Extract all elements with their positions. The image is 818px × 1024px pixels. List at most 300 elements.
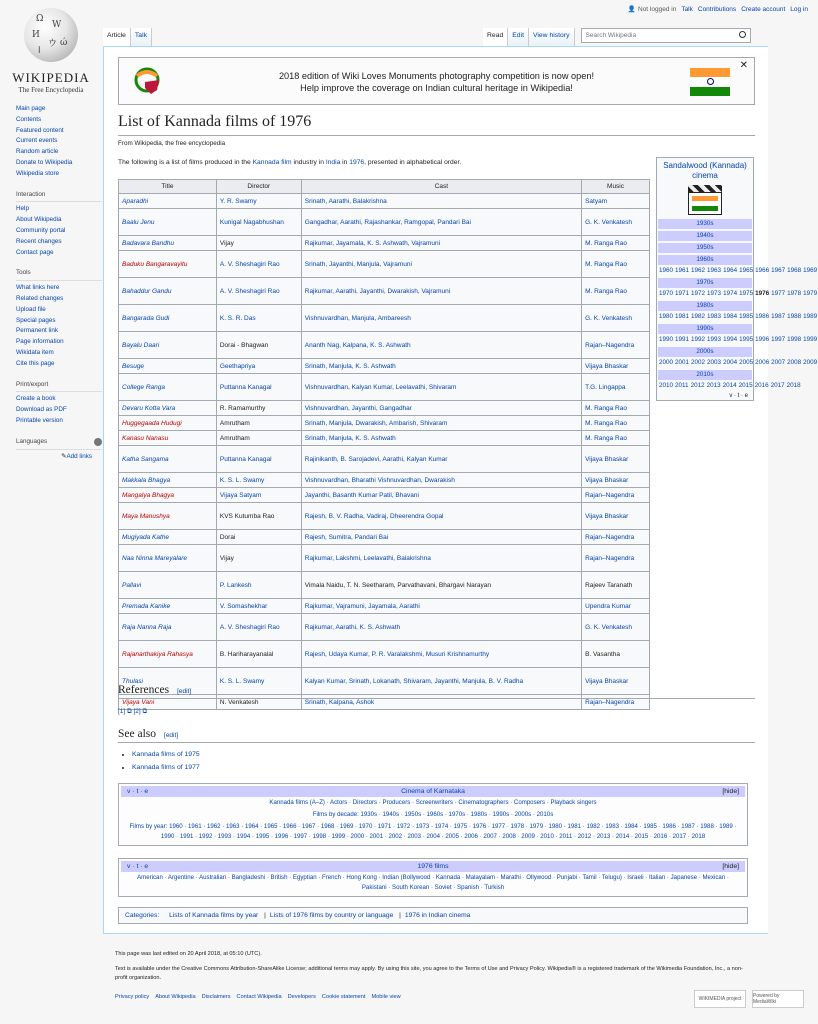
hide-button[interactable]: [hide] (722, 788, 739, 795)
pencil-icon: ✎ (61, 452, 67, 460)
music-cell[interactable]: T.G. Lingappa (582, 374, 650, 401)
table-row (119, 236, 650, 251)
music-cell[interactable]: Upendra Kumar (582, 599, 650, 614)
cast-cell[interactable]: Srinath, Manjula, Dwarakish, Ambarish, Shivaram (301, 416, 581, 431)
wikimedia-badge[interactable]: WIKIMEDIA project (694, 990, 746, 1008)
navbox-title-bar (121, 861, 745, 872)
film-title-cell (119, 431, 217, 446)
year-link[interactable]: 1994 (723, 336, 738, 343)
table-row (119, 446, 650, 473)
year-link[interactable]: 1998 (787, 336, 802, 343)
music-cell[interactable]: M. Ranga Rao (582, 401, 650, 416)
music-cell[interactable]: Vijaya Bhaskar (582, 668, 650, 695)
year-link[interactable]: 1960 (659, 267, 674, 274)
talk-link[interactable]: Talk (681, 6, 693, 13)
film-title-link[interactable]: Devaru Kotta Vara (122, 404, 176, 412)
director-cell: Kunigal Nagabhushan (216, 209, 301, 236)
director-cell: Amrutham (216, 416, 301, 431)
year-link[interactable]: 1979 (803, 290, 818, 297)
decade-header[interactable]: 1980s (658, 301, 752, 311)
tab-edit[interactable]: Edit (508, 28, 529, 46)
film-title-cell (119, 488, 217, 503)
music-cell[interactable]: G. K. Venkatesh (582, 614, 650, 641)
film-title-cell (119, 446, 217, 473)
cast-cell[interactable]: Vishnuvardhan, Manjula, Ambareesh (301, 305, 581, 332)
cast-cell[interactable]: Rajinikanth, B. Sarojadevi, Aarathi, Kalyan Kumar (301, 446, 581, 473)
year-link[interactable]: 1988 (787, 313, 802, 320)
year-link[interactable]: 1971 (675, 290, 690, 297)
music-cell[interactable]: G. K. Venkatesh (582, 209, 650, 236)
year-link[interactable]: 1985 (739, 313, 754, 320)
music-cell[interactable]: Vijaya Bhaskar (582, 359, 650, 374)
film-title-link[interactable]: Naa Ninna Mareyalare (122, 554, 188, 562)
decade-header[interactable]: 1930s (658, 219, 752, 229)
globe-icon: Ω W И ウ ώ ا (24, 8, 78, 62)
cast-cell[interactable]: Vishnuvardhan, Jayanthi, Gangadhar (301, 401, 581, 416)
category-link[interactable]: 1976 in Indian cinema (404, 912, 471, 919)
footer-link[interactable]: Privacy policy (115, 994, 150, 1000)
films-table (118, 179, 650, 710)
kannada-film-link[interactable]: Kannada film (252, 159, 292, 166)
year-link[interactable]: 1980 (659, 313, 674, 320)
film-title-link[interactable]: Aparadhi (122, 197, 149, 205)
director-cell: K. S. L. Swamy (216, 473, 301, 488)
decade-header[interactable]: 1940s (658, 231, 752, 241)
column-header[interactable]: Music (582, 180, 650, 194)
login-link[interactable]: Log in (790, 6, 808, 13)
column-header[interactable]: Director (216, 180, 301, 194)
categories-label[interactable]: Categories: (125, 912, 160, 919)
vte-links[interactable]: v · t · e (729, 393, 748, 399)
director-cell: Geethapriya (216, 359, 301, 374)
cast-cell[interactable]: Rajkumar, Aarathi, K. S. Ashwath (301, 614, 581, 641)
hide-button[interactable]: [hide] (722, 863, 739, 870)
sidebar-item-cite-this-page[interactable]: Cite this page (16, 359, 55, 367)
year-link[interactable]: 1969 (803, 267, 818, 274)
table-row (119, 209, 650, 236)
footer (115, 950, 755, 1002)
search-input[interactable]: Search Wikipedia (581, 28, 751, 43)
director-cell: P. Lankesh (216, 572, 301, 599)
table-row (119, 278, 650, 305)
add-links[interactable]: ✎Add links (61, 452, 92, 460)
decade-header[interactable]: 1990s (658, 324, 752, 334)
footer-badges (694, 990, 804, 1008)
music-cell[interactable]: Vijaya Bhaskar (582, 503, 650, 530)
navbox-row[interactable]: Films by year: 1960 · 1961 · 1962 · 1963 · 1964 · 1965 · 1966 · 1967 · 1968 · 1969 · 1970 · 1971 · 1972 · 1973 · 1974 · 1975 · 1976 · 1977 · 1978 · 1979 · 1980 · 1981 · 1982 · 1983 · 1984 · 1985 · 1986 · 1987 · 1988 · 1989 · 1990 · 1991 · 1992 · 1993 · 1994 · 1995 · 1996 · 1997 · 1998 · 1999 · 2000 · 2001 · 2002 · 2003 · 2004 · 2005 · 2006 · 2007 · 2008 · 2009 · 2010 · 2011 · 2012 · 2013 · 2014 · 2015 · 2016 · 2017 · 2018 (129, 823, 737, 840)
year-link[interactable]: 1989 (803, 313, 818, 320)
year-link[interactable]: 1990 (659, 336, 674, 343)
music-cell[interactable]: M. Ranga Rao (582, 416, 650, 431)
film-title-link[interactable]: Katha Sangama (122, 455, 169, 463)
year-link[interactable]: 1961 (675, 267, 690, 274)
cinema-of-karnataka-navbox (118, 783, 748, 846)
banner-line-1: 2018 edition of Wiki Loves Monuments photography competition is now open! (278, 71, 595, 81)
content (103, 46, 818, 934)
year-link[interactable]: 1997 (771, 336, 786, 343)
sidebar-item-contact-page[interactable]: Contact page (16, 248, 54, 256)
table-row (119, 374, 650, 401)
director-cell: Vijay (216, 236, 301, 251)
decade-header[interactable]: 2010s (658, 370, 752, 380)
decade-header[interactable]: 1970s (658, 278, 752, 288)
cast-cell[interactable]: Rajesh, Sumitra, Pandari Bai (301, 530, 581, 545)
year-link[interactable]: 2006 (755, 359, 770, 366)
year-list (658, 334, 818, 345)
year-link[interactable]: 1999 (803, 336, 818, 343)
table-row (119, 503, 650, 530)
music-cell[interactable]: Rajan–Nagendra (582, 530, 650, 545)
cast-cell[interactable]: Rajesh, Udaya Kumar, P. R. Varalakshmi, Musuri Krishnamurthy (301, 641, 581, 668)
music-cell[interactable]: Rajan–Nagendra (582, 545, 650, 572)
cast-cell[interactable]: Srinath, Manjula, K. S. Ashwath (301, 359, 581, 374)
music-cell[interactable]: Rajan–Nagendra (582, 332, 650, 359)
sidebar-item-featured-content[interactable]: Featured content (16, 126, 64, 134)
film-title-cell (119, 359, 217, 374)
sidebar-item-create-a-book[interactable]: Create a book (16, 395, 56, 403)
sidebar-item-printable-version[interactable]: Printable version (16, 416, 63, 424)
year-link[interactable]: 1976 (755, 290, 770, 297)
year-link[interactable]: 1987 (771, 313, 786, 320)
year-link[interactable]: 2002 (691, 359, 706, 366)
navbox-row[interactable]: Films by decade: 1930s · 1940s · 1950s · 1960s · 1970s · 1980s · 1990s · 2000s · 2010s (312, 811, 554, 818)
edit-see-also-link[interactable]: [edit] (164, 732, 179, 739)
tab-article[interactable]: Article (103, 28, 131, 46)
navbox-title-link[interactable]: 1976 films (417, 863, 449, 870)
year-link[interactable]: 1965 (739, 267, 754, 274)
director-cell: Vijay (216, 545, 301, 572)
table-row (119, 473, 650, 488)
film-title-link[interactable]: Bahaddur Gandu (122, 287, 172, 295)
sidebar-item-community-portal[interactable]: Community portal (16, 226, 66, 234)
music-cell[interactable]: B. Vasantha (582, 641, 650, 668)
close-icon[interactable]: ✕ (739, 60, 748, 71)
sidebar-item-recent-changes[interactable]: Recent changes (16, 237, 62, 245)
year-link[interactable]: 1993 (707, 336, 722, 343)
cast-cell[interactable]: Srinath, Manjula, K. S. Ashwath (301, 431, 581, 446)
film-title-link[interactable]: Bangarada Gudi (122, 314, 170, 322)
year-link[interactable]: 2013 (706, 382, 721, 389)
category-link[interactable]: Lists of 1976 films by country or language (269, 912, 394, 919)
director-cell: Amrutham (216, 431, 301, 446)
year-list (658, 288, 818, 299)
edit-references-link[interactable]: [edit] (177, 688, 192, 695)
see-also-list (132, 748, 200, 774)
footer-link[interactable]: Contact Wikipedia (236, 994, 282, 1000)
year-link[interactable]: 2001 (675, 359, 690, 366)
view-tabs (483, 28, 751, 46)
year-link[interactable]: 1962 (691, 267, 706, 274)
table-row (119, 614, 650, 641)
year-link[interactable]: 2004 (723, 359, 738, 366)
film-title-cell (119, 545, 217, 572)
film-title-cell (119, 332, 217, 359)
year-link[interactable]: 1974 (723, 290, 738, 297)
footer-link[interactable]: About Wikipedia (155, 994, 196, 1000)
last-edited: This page was last edited on 20 April 2018, at 05:10 (UTC). (115, 951, 262, 957)
film-title-link[interactable]: Huggegaada Hudugi (122, 419, 182, 427)
sidebar-item-about-wikipedia[interactable]: About Wikipedia (16, 216, 62, 224)
column-header[interactable]: Title (119, 180, 217, 194)
central-notice-banner (118, 57, 755, 105)
film-title-link[interactable]: Bayalu Daari (122, 341, 160, 349)
director-cell: B. Hariharayanalal (216, 641, 301, 668)
film-title-cell (119, 416, 217, 431)
year-link[interactable]: 1964 (723, 267, 738, 274)
year-link[interactable]: 2008 (787, 359, 802, 366)
music-cell[interactable]: Rajeev Taranath (582, 572, 650, 599)
year-link[interactable]: 1991 (675, 336, 690, 343)
director-cell: Dorai (216, 530, 301, 545)
music-cell[interactable]: G. K. Venkatesh (582, 305, 650, 332)
director-cell: A. V. Sheshagiri Rao (216, 614, 301, 641)
list-item[interactable]: • Kannada films of 1977 (132, 761, 200, 774)
year-link[interactable]: 2010 (659, 382, 674, 389)
music-cell[interactable]: Vijaya Bhaskar (582, 473, 650, 488)
vte-links[interactable]: v · t · e (127, 788, 149, 795)
film-title-link[interactable]: Premada Kanike (122, 602, 171, 610)
sidebar-item-related-changes[interactable]: Related changes (16, 294, 64, 302)
column-header[interactable]: Cast (301, 180, 581, 194)
year-link[interactable]: 1986 (755, 313, 770, 320)
decade-header[interactable]: 2000s (658, 347, 752, 357)
year-link[interactable]: 2012 (690, 382, 705, 389)
footer-link[interactable]: Mobile view (371, 994, 401, 1000)
references-list[interactable]: [1] ⧉ [2] ⧉ (118, 708, 148, 715)
year-list (658, 265, 818, 276)
year-link[interactable]: 2009 (803, 359, 818, 366)
cast-cell[interactable]: Vishnuvardhan, Kalyan Kumar, Leelavathi, Shivaram (301, 374, 581, 401)
cast-cell[interactable]: Rajkumar, Lakshmi, Leelavathi, Balakrishna (301, 545, 581, 572)
tagline: The Free Encyclopedia (18, 86, 84, 94)
search-icon[interactable] (739, 31, 746, 38)
table-row (119, 194, 650, 209)
director-cell: K. S. R. Das (216, 305, 301, 332)
cast-cell[interactable]: Srinath, Jayanthi, Manjula, Vajramuni (301, 251, 581, 278)
music-cell[interactable]: Satyam (582, 194, 650, 209)
director-cell: Vijaya Satyam (216, 488, 301, 503)
footer-link[interactable]: Disclaimers (201, 994, 231, 1000)
navbox-title-link[interactable]: Cinema of Karnataka (401, 788, 465, 795)
wordmark: WIKIPEDIA (12, 70, 90, 85)
year-link[interactable]: 2011 (675, 382, 689, 389)
sidebar-item-wikipedia-store[interactable]: Wikipedia store (16, 169, 60, 177)
cast-cell[interactable]: Srinath, Kalpana, Ashok (301, 695, 581, 710)
personal-tools (623, 5, 808, 13)
footer-link[interactable]: Cookie statement (321, 994, 366, 1000)
director-cell: Y. R. Swamy (216, 194, 301, 209)
sidebar-heading-languages: Languages (16, 437, 102, 450)
decade-header[interactable]: 1960s (658, 255, 752, 265)
year-link[interactable]: 2005 (739, 359, 754, 366)
decade-header[interactable]: 1950s (658, 243, 752, 253)
year-link[interactable]: 1973 (707, 290, 722, 297)
film-title-link[interactable]: Badavara Bandhu (122, 239, 175, 247)
page-title: List of Kannada films of 1976 (118, 113, 755, 136)
sidebar-item-download-as-pdf[interactable]: Download as PDF (16, 406, 67, 414)
film-title-link[interactable]: Kanasu Nanasu (122, 434, 169, 442)
year-link[interactable]: 2000 (659, 359, 674, 366)
table-row (119, 359, 650, 374)
film-title-cell (119, 209, 217, 236)
film-title-link[interactable]: Mugiyada Kathe (122, 533, 169, 541)
navbox-title[interactable]: Sandalwood (Kannada) cinema (663, 161, 747, 180)
navbox-row[interactable]: American · Argentine · Australian · Bangladeshi · British · Egyptian · French · Hong Kong · Indian (Bollywood · Kannada · Malayalam · Marathi · Ollywood · Punjabi · Tamil · Telugu) · Israeli · Italian · Japanese · Mexican · Pakistani · South Korean · Soviet · Spanish · Turkish (137, 874, 729, 891)
catlinks: Categories: Lists of Kannada films by year | Lists of 1976 films by country or language | 1976 in Indian cinema (118, 907, 748, 924)
sidebar-item-random-article[interactable]: Random article (16, 148, 59, 156)
film-title-link[interactable]: Mangalya Bhagya (122, 491, 175, 499)
year-link[interactable]: 1978 (787, 290, 802, 297)
sidebar-item-wikidata-item[interactable]: Wikidata item (16, 348, 54, 356)
film-title-cell (119, 194, 217, 209)
year-link[interactable]: 1983 (707, 313, 722, 320)
cast-cell[interactable]: Vishnuvardhan, Bharathi Vishnuvardhan, Dwarakish (301, 473, 581, 488)
film-title-link[interactable]: Baalu Jenu (122, 218, 155, 226)
director-cell: K. S. L. Swamy (216, 668, 301, 695)
clapperboard-icon (688, 185, 722, 215)
year-link[interactable]: 1984 (723, 313, 738, 320)
table-row (119, 488, 650, 503)
create-account-link[interactable]: Create account (741, 6, 786, 13)
year-link[interactable]: 1981 (675, 313, 690, 320)
tab-read[interactable]: Read (483, 28, 508, 46)
table-row (119, 305, 650, 332)
year-link[interactable]: 2016 (754, 382, 769, 389)
film-title-cell (119, 614, 217, 641)
footer-links (115, 993, 755, 1002)
film-title-cell (119, 251, 217, 278)
cast-cell[interactable]: Vimala Naidu, T. N. Seetharam, Parvathavani, Bhargavi Narayan (301, 572, 581, 599)
india-link[interactable]: India (325, 159, 341, 166)
film-title-link[interactable]: Thulasi (122, 677, 143, 685)
vte-links[interactable]: v · t · e (127, 863, 149, 870)
sidebar-item-main-page[interactable]: Main page (16, 105, 46, 112)
year-link[interactable]: 2014 (722, 382, 737, 389)
film-title-link[interactable]: Maya Manushya (122, 512, 170, 520)
film-title-link[interactable]: College Ranga (122, 383, 166, 391)
sidebar-item-upload-file[interactable]: Upload file (16, 305, 46, 313)
sidebar (16, 104, 102, 462)
table-row (119, 530, 650, 545)
year-link[interactable]: 2017 (770, 382, 785, 389)
music-cell[interactable]: M. Ranga Rao (582, 236, 650, 251)
director-cell: Puttanna Kanagal (216, 374, 301, 401)
cast-cell[interactable]: Ananth Nag, Kalpana, K. S. Ashwath (301, 332, 581, 359)
film-title-link[interactable]: Pallavi (122, 581, 142, 589)
year-link[interactable]: 1977 (771, 290, 786, 297)
sidebar-item-help[interactable]: Help (16, 205, 29, 213)
music-cell[interactable]: M. Ranga Rao (582, 278, 650, 305)
cast-cell[interactable]: Jayanthi, Basanth Kumar Patil, Bhavani (301, 488, 581, 503)
music-cell[interactable]: Rajan–Nagendra (582, 695, 650, 710)
not-logged-in: Not logged in (638, 6, 677, 13)
year-link[interactable]: 1972 (691, 290, 706, 297)
director-cell: Puttanna Kanagal (216, 446, 301, 473)
year-link[interactable]: 1996 (755, 336, 770, 343)
cast-cell[interactable]: Kalyan Kumar, Srinath, Lokanath, Shivaram, Jayanthi, Manjula, B. V. Radha (301, 668, 581, 695)
tab-view-history[interactable]: View history (529, 28, 575, 46)
wikipedia-logo[interactable] (10, 6, 92, 98)
table-row (119, 545, 650, 572)
gear-icon[interactable] (94, 438, 102, 446)
tab-talk[interactable]: Talk (131, 28, 152, 46)
navbox-row[interactable]: Kannada films (A–Z) · Actors · Directors · Producers · Screenwriters · Cinematographers · Composers · Playback singers (269, 799, 597, 806)
sidebar-heading-print: Print/export (16, 380, 102, 393)
cast-cell[interactable]: Rajkumar, Vajramuni, Jayamala, Aarathi (301, 599, 581, 614)
cast-cell[interactable]: Gangadhar, Aarathi, Rajashankar, Ramgopal, Pandari Bai (301, 209, 581, 236)
film-title-link[interactable]: Besuge (122, 362, 145, 370)
mediawiki-badge[interactable]: Powered by MediaWiki (752, 990, 804, 1008)
year-link[interactable]: 1975 (739, 290, 754, 297)
year-1976-link[interactable]: 1976 (349, 159, 365, 166)
film-title-link[interactable]: Rajanarthakiya Rahasya (122, 650, 193, 658)
film-title-cell (119, 503, 217, 530)
film-title-link[interactable]: Raja Nanna Raja (122, 623, 172, 631)
music-cell[interactable]: M. Ranga Rao (582, 251, 650, 278)
film-title-cell (119, 641, 217, 668)
table-row (119, 641, 650, 668)
site-sub: From Wikipedia, the free encyclopedia (118, 140, 226, 147)
sidebar-item-special-pages[interactable]: Special pages (16, 316, 56, 324)
list-item[interactable]: • Kannada films of 1975 (132, 748, 200, 761)
sidebar-item-contents[interactable]: Contents (16, 115, 42, 123)
contributions-link[interactable]: Contributions (697, 6, 737, 13)
license-text: Text is available under the Creative Commons Attribution-ShareAlike License; additional terms may apply. By using this site, you agree to the Terms of Use and Privacy Policy. Wikipedia® is a registered trademark of the Wikimedia Foundation, Inc., a non-profit organization. (115, 966, 743, 981)
sidebar-item-permanent-link[interactable]: Permanent link (16, 327, 58, 335)
sidebar-item-what-links-here[interactable]: What links here (16, 284, 60, 292)
film-title-link[interactable]: Baduku Bangaravayitu (122, 260, 188, 268)
category-link[interactable]: Lists of Kannada films by year (169, 912, 259, 919)
see-also-heading: See also [edit] (118, 728, 755, 743)
user-icon: 👤 (627, 6, 636, 13)
year-list (658, 311, 818, 322)
cast-cell[interactable]: Srinath, Aarathi, Balakrishna (301, 194, 581, 209)
year-link[interactable]: 1992 (691, 336, 706, 343)
cast-cell[interactable]: Rajesh, B. V. Radha, Vadiraj, Dheerendra Gopal (301, 503, 581, 530)
music-cell[interactable]: Rajan–Nagendra (582, 488, 650, 503)
table-row (119, 572, 650, 599)
year-link[interactable]: 1967 (771, 267, 786, 274)
film-title-cell (119, 236, 217, 251)
sidebar-item-current-events[interactable]: Current events (16, 137, 58, 145)
year-link[interactable]: 1970 (659, 290, 674, 297)
cast-cell[interactable]: Rajkumar, Aarathi, Jayanthi, Dwarakish, Vajramuni (301, 278, 581, 305)
year-link[interactable]: 1963 (707, 267, 722, 274)
year-link[interactable]: 1982 (691, 313, 706, 320)
year-list (658, 357, 818, 368)
footer-link[interactable]: Developers (287, 994, 316, 1000)
year-link[interactable]: 2015 (738, 382, 753, 389)
intro-paragraph: The following is a list of films produced in the Kannada film industry in India in 1976, presented in alphabetical order. (118, 159, 462, 166)
music-cell[interactable]: M. Ranga Rao (582, 431, 650, 446)
music-cell[interactable]: Vijaya Bhaskar (582, 446, 650, 473)
year-link[interactable]: 2018 (786, 382, 801, 389)
year-link[interactable]: 1995 (739, 336, 754, 343)
sidebar-heading-interaction: Interaction (16, 190, 102, 203)
year-link[interactable]: 1966 (755, 267, 770, 274)
table-row (119, 431, 650, 446)
year-link[interactable]: 2003 (707, 359, 722, 366)
year-link[interactable]: 2007 (771, 359, 786, 366)
film-title-cell (119, 278, 217, 305)
sidebar-item-page-information[interactable]: Page information (16, 338, 64, 346)
film-title-link[interactable]: Makkala Bhagya (122, 476, 171, 484)
year-link[interactable]: 1968 (787, 267, 802, 274)
cast-cell[interactable]: Rajkumar, Jayamala, K. S. Ashwath, Vajramuni (301, 236, 581, 251)
film-title-link[interactable]: Vijaya Vani (122, 698, 155, 706)
banner-line-2: Help improve the coverage on Indian cultural heritage in Wikipedia! (300, 83, 573, 93)
sidebar-item-donate-to-wikipedia[interactable]: Donate to Wikipedia (16, 158, 73, 166)
